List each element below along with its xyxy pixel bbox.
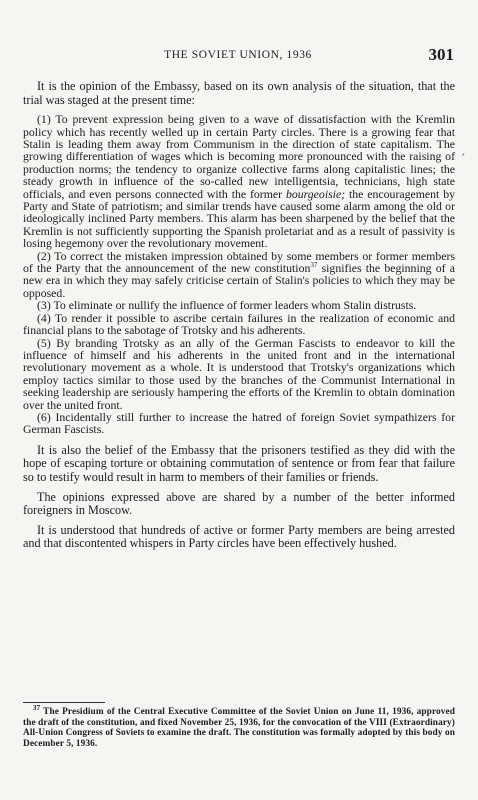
list-item-6: (6) Incidentally still further to increase the hatred of foreign Soviet sympathizers for German Fascists.: [23, 409, 455, 437]
list-item-3: (3) To eliminate or nullify the influence of former leaders whom Stalin distrusts.: [37, 298, 417, 313]
list-item-1-italic: bourgeoisie;: [285, 186, 346, 201]
list-item-1-text-cont: the encouragement by Party and State of patriotism; and similar trends have caused some alarm among the old or ideologically inclined Party members. This alarm has been sharpened by the belief that the Kremlin is not sufficiently supporting the Spanish proletariat and as a result of passivity is losing hegemony over the revolutionary movement.: [23, 186, 455, 251]
list-item-1-text: (1) To prevent expression being given to a wave of dissatisfaction with the Kremlin policy which has recently welled up in certain Party circles. There is a growing fear that Stalin is leading them away from Communism in the direction of state capitalism. The growing differentiation of wages which is becoming more pronounced with the raising of production norms; the tendency to organize collective farms along capitalistic lines; the steady growth in influence of the so-called new intelligentsia, technicians, high state officials, and even persons connected with the former: [23, 112, 455, 201]
margin-pencil-mark: ˏ: [460, 143, 466, 156]
intro-paragraph: It is the opinion of the Embassy, based on its own analysis of the situation, that the trial was staged at the present time:: [23, 79, 455, 107]
closing-paragraph-2: The opinions expressed above are shared by a number of the better informed foreigners in Moscow.: [23, 489, 455, 518]
list-item-2-text-cont: signifies the beginning of a new era in which they may safely criticise certain of Stalin's policies to which they may be opposed.: [23, 261, 455, 300]
running-head: [22, 47, 454, 65]
list-item-5: (5) By branding Trotsky as an ally of the German Fascists to endeavor to kill the influence of himself and his adherents in the united front and in the international revolutionary movement as a whole. It is understood that Trotsky's organizations which employ tactics similar to those used by the branches of the Communist International in seeking leadership are seriously hampering the efforts of the Kremlin to obtain domination over the united front.: [23, 335, 455, 412]
footnote-reference: 37: [310, 261, 318, 270]
page-number: 301: [428, 45, 454, 64]
closing-paragraph-1: It is also the belief of the Embassy that the prisoners testified as they did with the hope of escaping torture or obtaining commutation of sentence or from fear that failure so to testify would result in harm to members of their families or friends.: [23, 442, 455, 484]
list-item-2: [23, 250, 455, 300]
list-item-2-text: (2) To correct the mistaken impression obtained by some members or former members of the Party that the announcement of the new constitution: [23, 248, 455, 276]
body-text: [23, 80, 455, 551]
footnote-text: The Presidium of the Central Executive Committee of the Soviet Union on June 11, 1936, approved the draft of the constitution, and fixed November 25, 1936, for the convocation of the VIII (Extraordinary) All-Union Congress of Soviets to examine the draft. The constitution was formally adopted by this body on December 5, 1936.: [23, 707, 455, 749]
list-item-1: [23, 113, 455, 249]
footnote-rule: [23, 702, 105, 703]
footnote: [23, 703, 455, 749]
footnote-marker: 37: [33, 703, 41, 712]
running-title: THE SOVIET UNION, 1936: [164, 49, 312, 61]
list-item-4: (4) To render it possible to ascribe certain failures in the realization of economic and financial plans to the sabotage of Trotsky and his adherents.: [23, 310, 455, 338]
reasons-list: [23, 113, 455, 436]
closing-paragraph-3: It is understood that hundreds of active or former Party members are being arrested and that discontented whispers in Party circles have been effectively hushed.: [23, 522, 455, 551]
